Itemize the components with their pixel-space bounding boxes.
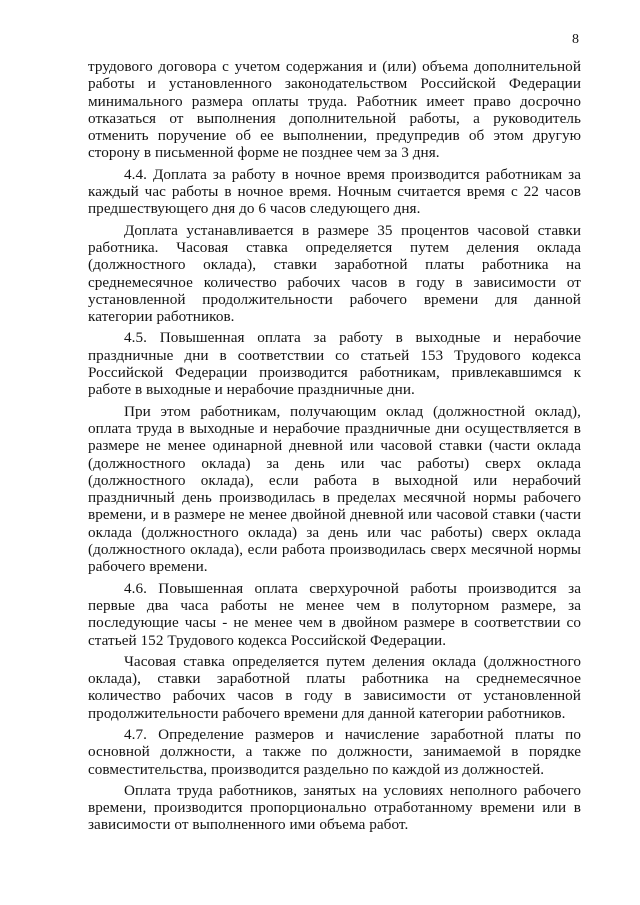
paragraph-4-6: 4.6. Повышенная оплата сверхурочной работы производится за первые два часа работы не менее чем в полуторном размере, за последующие часы - не менее чем в двойном размере в соответствии со статьей 152 Трудового кодекса Российской Федерации.	[88, 579, 581, 649]
paragraph-4-4: 4.4. Доплата за работу в ночное время производится работникам за каждый час работы в ночное время. Ночным считается время с 22 часов предшествующего дня до 6 часов следующего дня.	[88, 165, 581, 218]
paragraph-continuation: трудового договора с учетом содержания и (или) объема дополнительной работы и установленного законодательством Российской Федерации минимального размера оплаты труда. Работник имеет право досрочно отказаться от выполнения дополнительной работы, а руководитель отменить поручение об ее выполнении, предупредив об этом другую сторону в письменной форме не позднее чем за 3 дня.	[88, 58, 581, 162]
paragraph-night-rate: Доплата устанавливается в размере 35 процентов часовой ставки работника. Часовая ставка определяется путем деления оклада (должностного оклада), ставки заработной платы работника на среднемесячное количество рабочих часов в году в зависимости от установленной продолжительности рабочего времени для данной категории работников.	[88, 221, 581, 326]
document-body	[88, 58, 581, 838]
paragraph-part-time: Оплата труда работников, занятых на условиях неполного рабочего времени, производится пропорционально отработанному времени или в зависимости от выполненного ими объема работ.	[88, 781, 581, 834]
paragraph-4-7: 4.7. Определение размеров и начисление заработной платы по основной должности, а также по должности, занимаемой в порядке совместительства, производится раздельно по каждой из должностей.	[88, 725, 581, 778]
paragraph-4-5: 4.5. Повышенная оплата за работу в выходные и нерабочие праздничные дни в соответствии со статьей 153 Трудового кодекса Российской Федерации производится работникам, привлекавшимся к работе в выходные и нерабочие праздничные дни.	[88, 329, 581, 399]
paragraph-holiday-pay: При этом работникам, получающим оклад (должностной оклад), оплата труда в выходные и нерабочие праздничные дни осуществляется в размере не менее одинарной дневной или часовой ставки (части оклада (должностного оклада) за день или час работы) сверх оклада (должностного оклада), если работа в выходной или нерабочий праздничный день производилась в пределах месячной нормы рабочего времени, и в размере не менее двойной дневной или часовой ставки (части оклада (должностного оклада) за день или час работы) сверх оклада (должностного оклада), если работа производилась сверх месячной нормы рабочего времени.	[88, 402, 581, 576]
page-number: 8	[572, 32, 579, 47]
paragraph-hourly-rate: Часовая ставка определяется путем деления оклада (должностного оклада), ставки заработной платы работника на среднемесячное количество рабочих часов в году в зависимости от установленной продолжительности рабочего времени для данной категории работников.	[88, 652, 581, 722]
